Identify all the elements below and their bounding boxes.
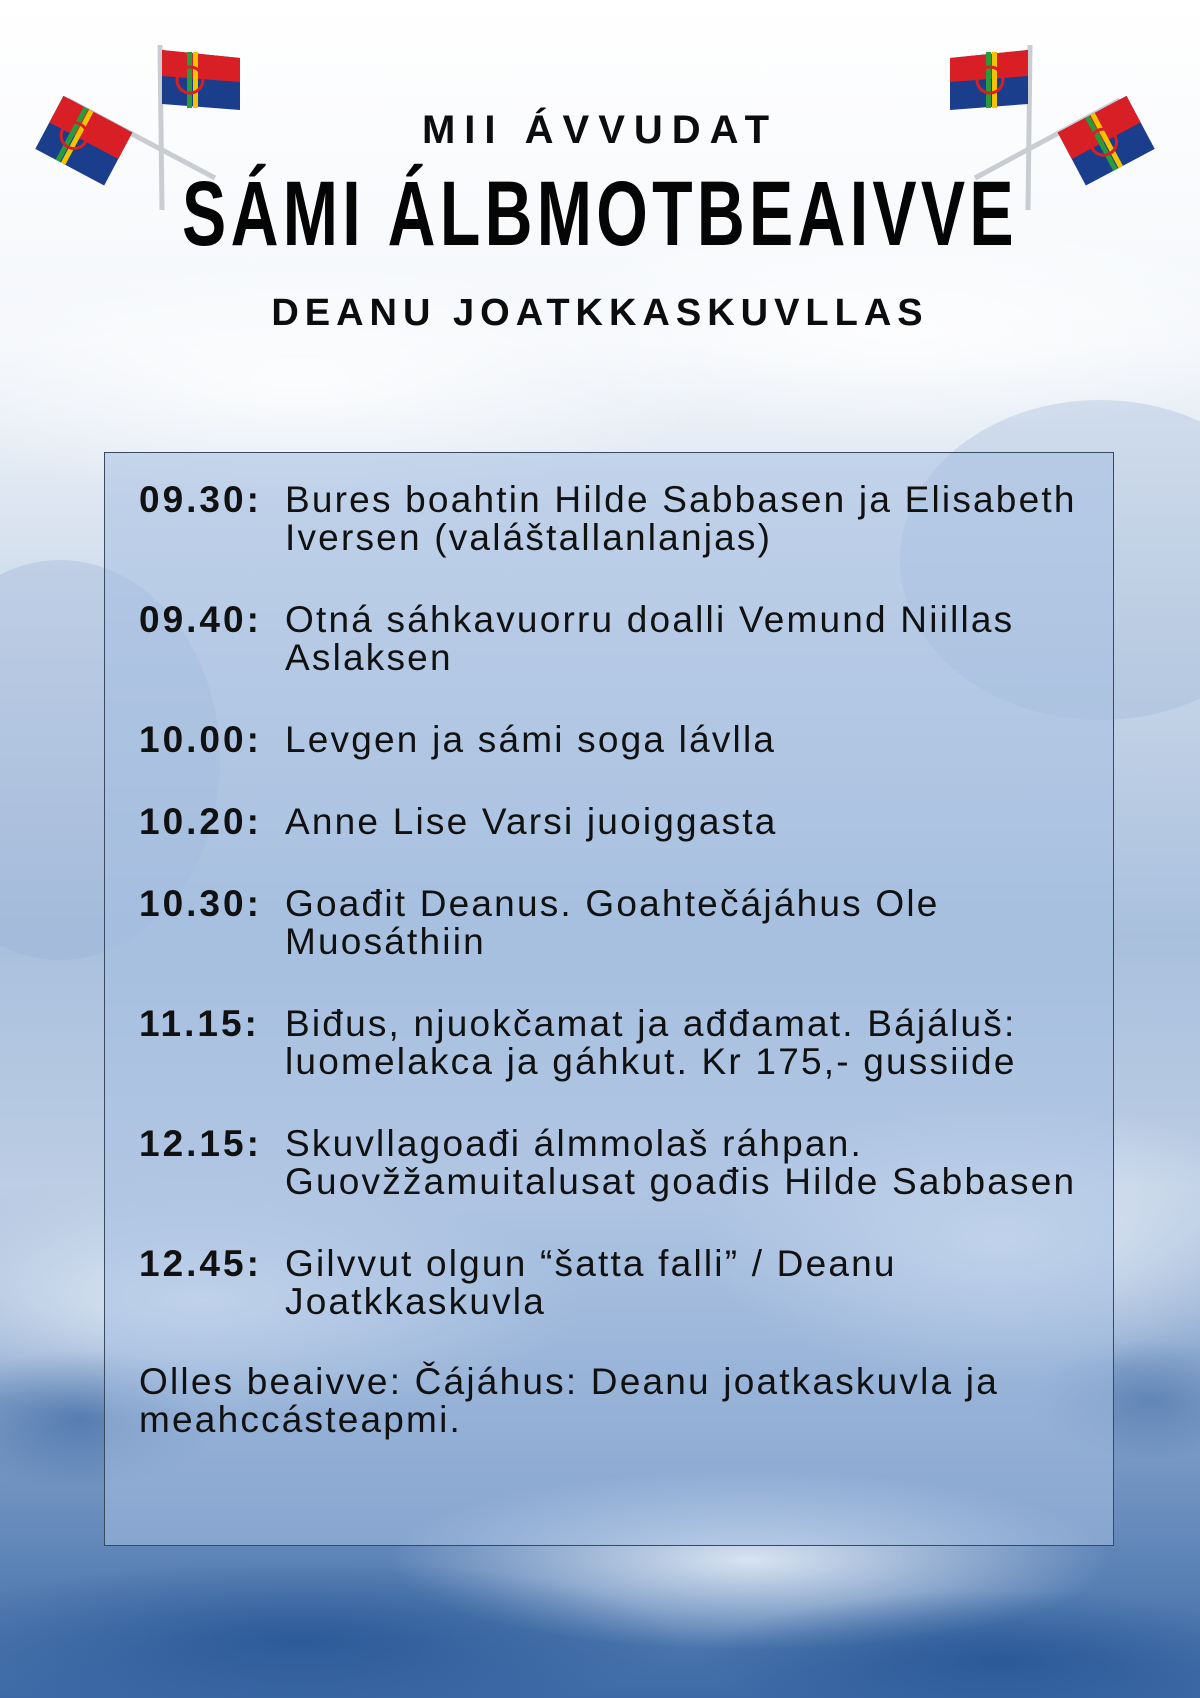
schedule-item — [139, 1005, 1083, 1081]
page-title: SÁMI ÁLBMOTBEAIVVE — [182, 163, 1018, 265]
schedule-text: Skuvllagoađi álmmolaš ráhpan. Guovžžamuitalusat goađis Hilde Sabbasen — [285, 1123, 1077, 1202]
schedule-item — [139, 885, 1083, 961]
schedule-text: Anne Lise Varsi juoiggasta — [285, 801, 778, 842]
schedule-time: 10.30: — [139, 883, 262, 924]
schedule-item — [139, 481, 1083, 557]
schedule-panel — [104, 452, 1114, 1546]
kicker-heading: MII ÁVVUDAT — [421, 108, 779, 152]
schedule-text: Bures boahtin Hilde Sabbasen ja Elisabeth Iversen (valáštallanlanjas) — [285, 479, 1077, 558]
schedule-item — [139, 601, 1083, 677]
schedule-time: 12.45: — [139, 1243, 262, 1284]
schedule-time: 10.20: — [139, 801, 262, 842]
schedule-item — [139, 1245, 1083, 1321]
schedule-text: Goađit Deanus. Goahtečájáhus Ole Muosáthiin — [285, 883, 940, 962]
schedule-time: 11.15: — [139, 1003, 260, 1044]
schedule-item — [139, 803, 1083, 841]
footer-note: Olles beaivve: Čájáhus: Deanu joatkaskuvla ja meahccásteapmi. — [139, 1361, 999, 1440]
schedule-time: 09.30: — [139, 479, 262, 520]
schedule-item — [139, 1125, 1083, 1201]
schedule-item — [139, 721, 1083, 759]
schedule-time: 10.00: — [139, 719, 262, 760]
schedule-text: Biđus, njuokčamat ja ađđamat. Bájáluš: luomelakca ja gáhkut. Kr 175,- gussiide — [285, 1003, 1017, 1082]
schedule-text: Otná sáhkavuorru doalli Vemund Niillas Aslaksen — [285, 599, 1015, 678]
page-subtitle: DEANU JOATKKASKUVLLAS — [271, 292, 929, 334]
schedule-time: 09.40: — [139, 599, 262, 640]
schedule-time: 12.15: — [139, 1123, 262, 1164]
schedule-text: Levgen ja sámi soga lávlla — [285, 719, 777, 760]
schedule-text: Gilvvut olgun “šatta falli” / Deanu Joatkkaskuvla — [285, 1243, 897, 1322]
